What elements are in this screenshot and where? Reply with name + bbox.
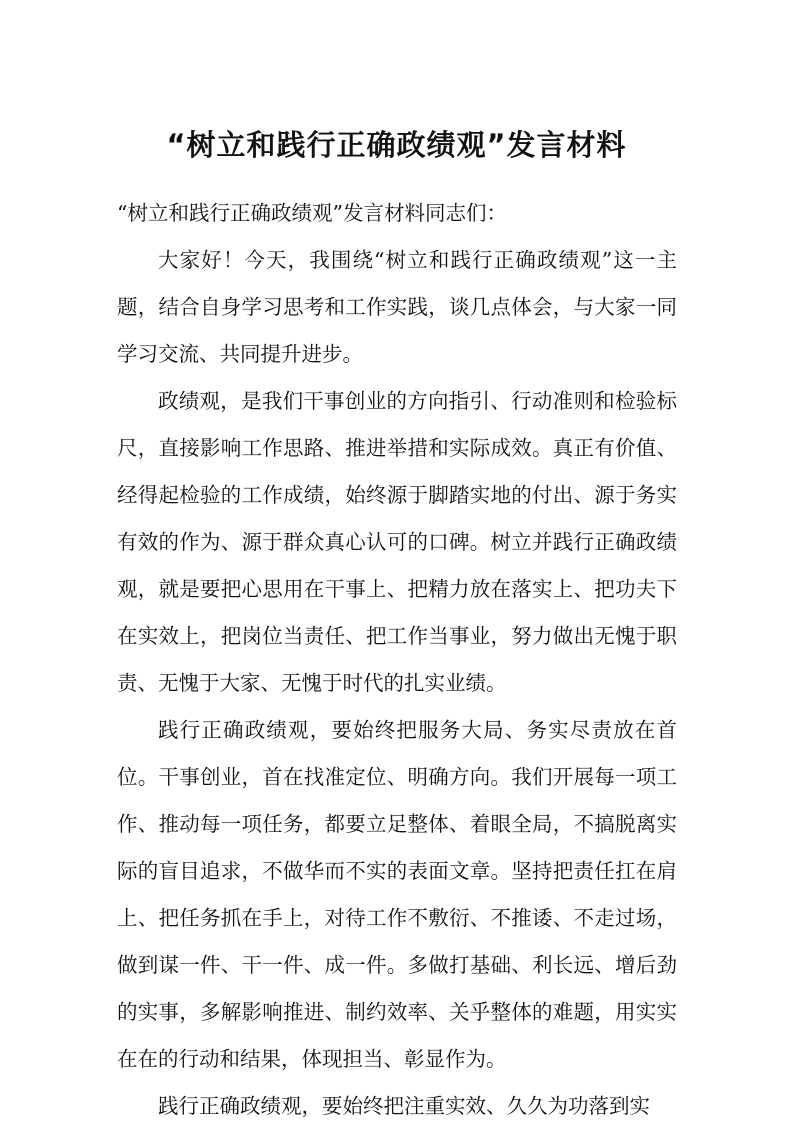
paragraph-2: 政绩观，是我们干事创业的方向指引、行动准则和检验标尺，直接影响工作思路、推进举措和实际成效。真正有价值、经得起检验的工作成绩，始终源于脚踏实地的付出、源于务实有效的作为、源于群众真心认可的口碑。树立并践行正确政绩观，就是要把心思用在干事上、把精力放在落实上、把功夫下在实效上，把岗位当责任、把工作当事业，努力做出无愧于职责、无愧于大家、无愧于时代的扎实业绩。: [117, 389, 677, 695]
salutation: “树立和践行正确政绩观”发言材料同志们：: [117, 201, 507, 225]
document-title: “树立和践行正确政绩观”发言材料: [166, 128, 627, 162]
paragraph-1: 大家好！今天，我围绕“树立和践行正确政绩观”这一主题，结合自身学习思考和工作实践，谈几点体会，与大家一同学习交流、共同提升进步。: [117, 248, 677, 366]
document-body: [117, 190, 677, 1130]
paragraph-3: 践行正确政绩观，要始终把服务大局、务实尽责放在首位。干事创业，首在找准定位、明确方向。我们开展每一项工作、推动每一项任务，都要立足整体、着眼全局，不搞脱离实际的盲目追求，不做华而不实的表面文章。坚持把责任扛在肩上、把任务抓在手上，对待工作不敷衍、不推诿、不走过场，做到谋一件、干一件、成一件。多做打基础、利长远、增后劲的实事，多解影响推进、制约效率、关乎整体的难题，用实实在在的行动和结果，体现担当、彰显作为。: [117, 718, 677, 1071]
paragraph-4: 践行正确政绩观，要始终把注重实效、久久为功落到实: [158, 1094, 650, 1118]
